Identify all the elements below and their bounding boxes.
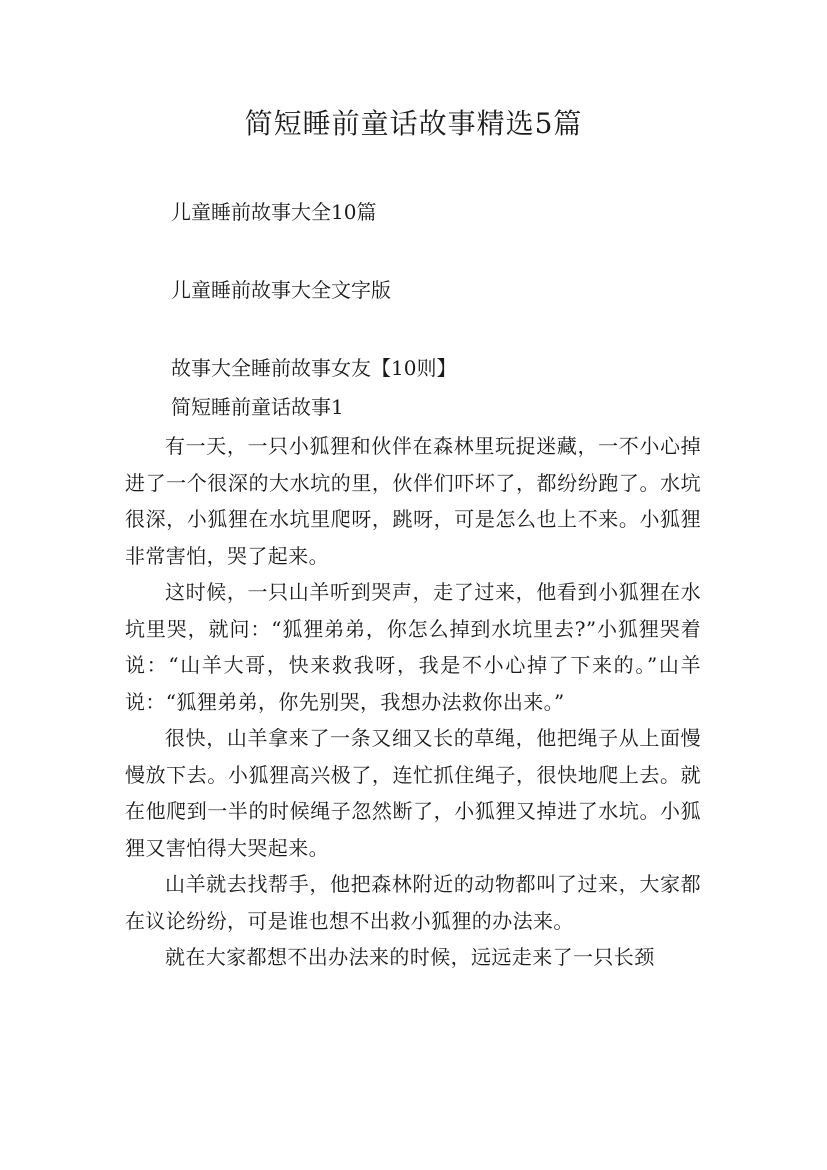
related-link-1[interactable]: 儿童睡前故事大全10篇 (171, 200, 377, 224)
story-paragraph-1: 有一天，一只小狐狸和伙伴在森林里玩捉迷藏，一不小心掉进了一个很深的大水坑的里，伙伴们吓坏了，都纷纷跑了。水坑很深，小狐狸在水坑里爬呀，跳呀，可是怎么也上不来。小狐狸非常害怕，哭了起来。 (125, 434, 701, 568)
story-paragraph-2: 这时候，一只山羊听到哭声，走了过来，他看到小狐狸在水坑里哭，就问：“狐狸弟弟，你怎么掉到水坑里去?”小狐狸哭着说：“山羊大哥，快来救我呀，我是不小心掉了下来的。”山羊说：“狐狸弟弟，你先别哭，我想办法救你出来。” (125, 580, 701, 714)
story-paragraph-3: 很快，山羊拿来了一条又细又长的草绳，他把绳子从上面慢慢放下去。小狐狸高兴极了，连忙抓住绳子，很快地爬上去。就在他爬到一半的时候绳子忽然断了，小狐狸又掉进了水坑。小狐狸又害怕得大哭起来。 (125, 726, 701, 860)
related-link-2[interactable]: 儿童睡前故事大全文字版 (171, 278, 391, 302)
document-title: 简短睡前童话故事精选5篇 (244, 107, 583, 140)
related-link-3[interactable]: 故事大全睡前故事女友【10则】 (171, 356, 457, 380)
story-paragraph-4: 山羊就去找帮手，他把森林附近的动物都叫了过来，大家都在议论纷纷，可是谁也想不出救小狐狸的办法来。 (125, 872, 701, 933)
section-title: 简短睡前童话故事1 (171, 395, 344, 419)
story-body (125, 428, 701, 976)
story-paragraph-5: 就在大家都想不出办法来的时候，远远走来了一只长颈 (165, 945, 655, 969)
